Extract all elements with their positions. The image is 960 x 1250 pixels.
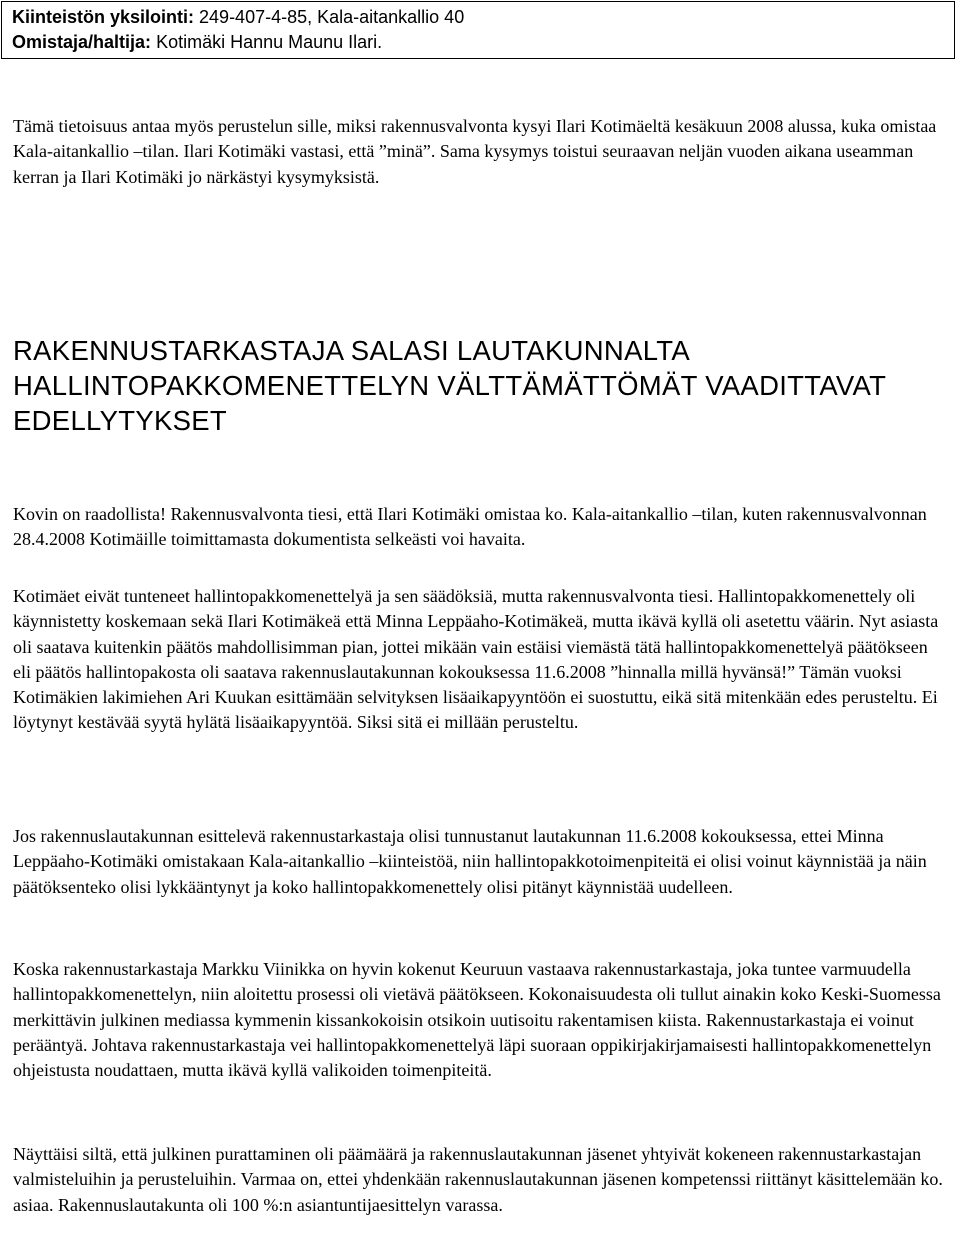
intro-block: [13, 114, 948, 190]
section-heading: RAKENNUSTARKASTAJA SALASI LAUTAKUNNALTA HALLINTOPAKKOMENETTELYN VÄLTTÄMÄTTÖMÄT VAADITTAVAT EDELLYTYKSET: [13, 335, 886, 436]
owner-label: Omistaja/haltija:: [12, 32, 152, 52]
paragraph-2: Kovin on raadollista! Rakennusvalvonta tiesi, että Ilari Kotimäki omistaa ko. Kala-aitankallio –tilan, kuten rakennusvalvonnan 28.4.2008 Kotimäille toimittamasta dokumentista selkeästi voi havaita.: [13, 504, 927, 550]
property-id-label: Kiinteistön yksilointi:: [12, 7, 195, 27]
property-id-row: [12, 5, 944, 30]
paragraph-2-block: [13, 502, 948, 553]
property-info-box: [1, 1, 955, 59]
paragraph-4-block: [13, 824, 948, 900]
paragraph-3: Kotimäet eivät tunteneet hallintopakkomenettelyä ja sen säädöksiä, mutta rakennusvalvonta tiesi. Hallintopakkomenettely oli käynnistetty koskemaan sekä Ilari Kotimäkeä että Minna Leppäaho-Kotimäkeä, mutta ikävä kyllä oli asetettu väärin. Nyt asiasta oli saatava kuitenkin päätös mahdollisimman pian, jottei mikään vain estäisi viemästä tätä hallintopakkomenettelyä päätökseen eli päätös hallintopakosta oli saatava rakennuslautakunnan kokouksessa 11.6.2008 ”hinnalla millä hyvänsä!” Tämän vuoksi Kotimäkien lakimiehen Ari Kuukan esittämään selvityksen lisäaikapyyntöön ei suostuttu, eikä sitä mitenkään edes perusteltu. Ei löytynyt kestävää syytä hylätä lisäaikapyyntöä. Siksi sitä ei millään perusteltu.: [13, 586, 939, 733]
paragraph-6: Näyttäisi siltä, että julkinen purattaminen oli päämäärä ja rakennuslautakunnan jäsenet yhtyivät kokeneen rakennustarkastajan valmisteluihin ja perusteluihin. Varmaa on, ettei yhdenkään rakennuslautakunnan jäsenen kompetenssi riittänyt käsittelemään ko. asiaa. Rakennuslautakunta oli 100 %:n asiantuntijaesittelyn varassa.: [13, 1144, 943, 1215]
paragraph-3-block: [13, 584, 948, 736]
paragraph-5: Koska rakennustarkastaja Markku Viinikka on hyvin kokenut Keuruun vastaava rakennustarkastaja, joka tuntee varmuudella hallintopakkomenettelyn, niin aloitettu prosessi oli vietävä päätökseen. Kokonaisuudesta oli tullut ainakin koko Keski-Suomessa merkittävin julkinen mediassa kymmenin kissankokoisin otsikoin uutisoitu rakentamisen kiista. Rakennustarkastaja ei voinut perääntyä. Johtava rakennustarkastaja vei hallintopakkomenettelyä läpi suoraan oppikirjakirjamaisesti hallintopakkomenettelyn ohjeistusta noudattaen, mutta ikävä kyllä valikoiden toimenpiteitä.: [13, 959, 941, 1081]
paragraph-4: Jos rakennuslautakunnan esittelevä rakennustarkastaja olisi tunnustanut lautakunnan 11.6.2008 kokouksessa, ettei Minna Leppäaho-Kotimäki omistakaan Kala-aitankallio –kiinteistöä, niin hallintopakkotoimenpiteitä ei olisi voinut käynnistää ja näin päätöksenteko olisi lykkääntynyt ja koko hallintopakkomenettely olisi pitänyt käynnistää uudelleen.: [13, 826, 927, 897]
intro-paragraph: Tämä tietoisuus antaa myös perustelun sille, miksi rakennusvalvonta kysyi Ilari Kotimäeltä kesäkuun 2008 alussa, kuka omistaa Kala-aitankallio –tilan. Ilari Kotimäki vastasi, että ”minä”. Sama kysymys toistui seuraavan neljän vuoden aikana useamman kerran ja Ilari Kotimäki jo närkästyi kysymyksistä.: [13, 116, 937, 187]
owner-row: [12, 30, 944, 55]
owner-value: Kotimäki Hannu Maunu Ilari.: [156, 32, 383, 52]
paragraph-5-block: [13, 957, 948, 1083]
property-id-value: 249-407-4-85, Kala-aitankallio 40: [199, 7, 465, 27]
paragraph-6-block: [13, 1142, 948, 1218]
